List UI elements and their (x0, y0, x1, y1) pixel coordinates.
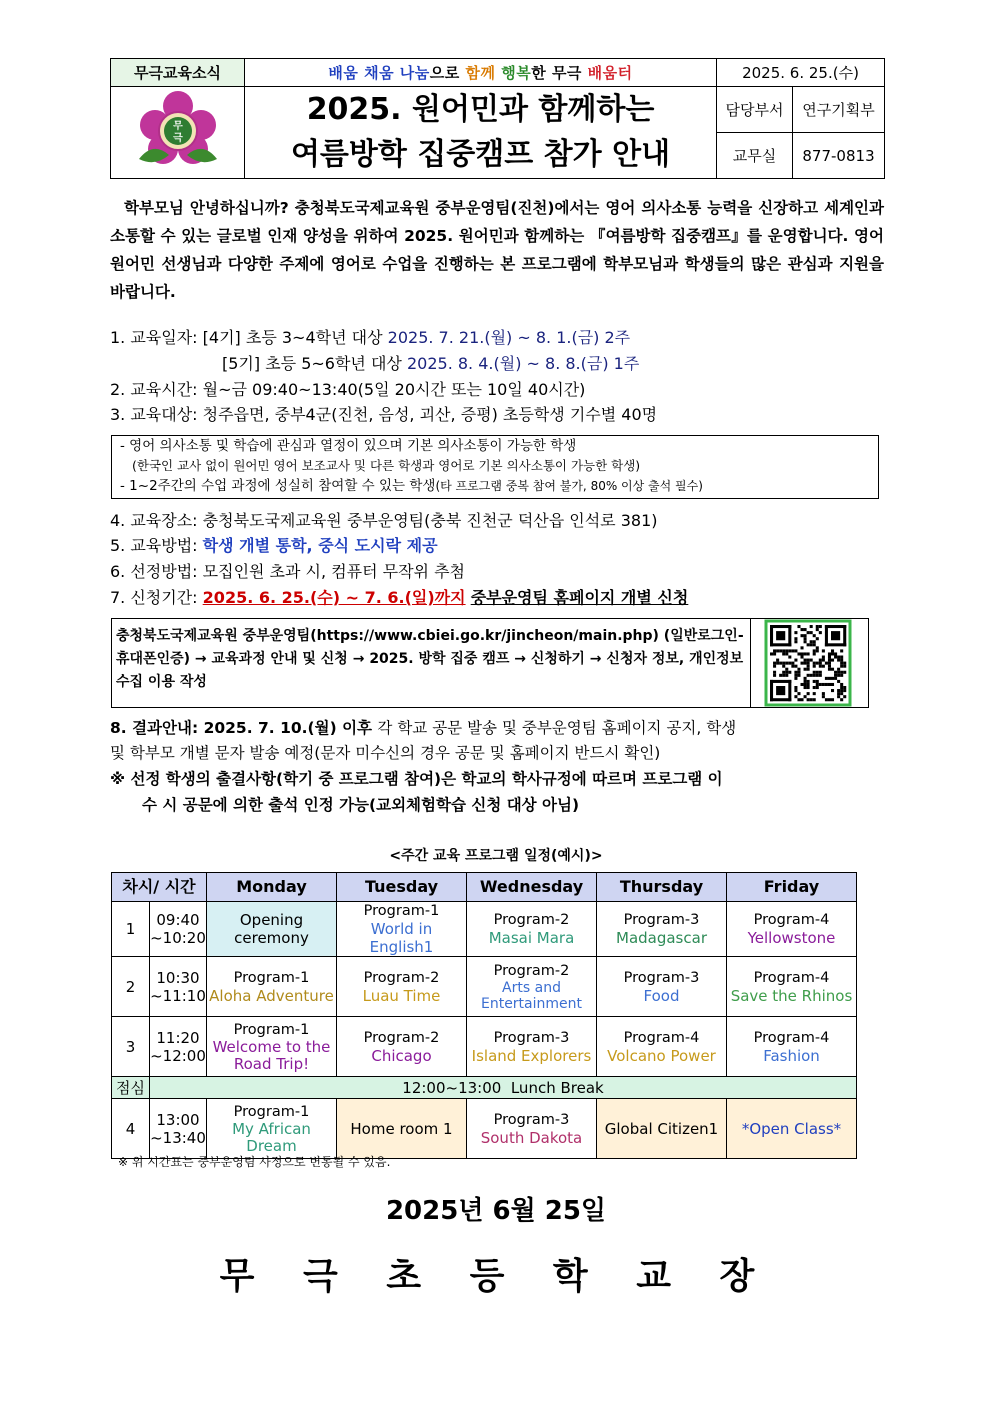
cell-wednesday: Program-2 Arts and Entertainment (467, 957, 597, 1017)
svg-text:극: 극 (172, 132, 183, 144)
schedule-footnote: ※ 위 시간표는 중부운영팀 사정으로 변동될 수 있음. (118, 1155, 391, 1169)
note-line-2: 수 시 공문에 의한 출석 인정 가능(교외체험학습 신청 대상 아님) (142, 796, 580, 814)
period-number: 3 (112, 1017, 150, 1077)
eligibility-line-2: (한국인 교사 없이 원어민 영어 보조교사 및 다른 학생과 영어로 기본 의사소통이 가능한 학생) (132, 458, 641, 473)
period-time: 11:20 ~12:00 (150, 1017, 207, 1077)
period-number: 1 (112, 902, 150, 957)
item-8-line-1: 8. 결과안내: 2025. 7. 10.(월) 이후 각 학교 공문 발송 및 중부운영팀 홈페이지 공지, 학생 (110, 719, 737, 737)
cell-monday: Program-1 Welcome to the Road Trip! (207, 1017, 337, 1077)
issue-date: 2025. 6. 25.(수) (717, 59, 885, 87)
qr-code-icon (751, 619, 869, 707)
cell-wednesday: Program-3 Island Explorers (467, 1017, 597, 1077)
school-logo (111, 87, 245, 179)
schedule-header-row (112, 873, 857, 902)
period-time: 10:30 ~11:10 (150, 957, 207, 1017)
school-motto: 배움 채움 나눔으로 함께 행복한 무극 배움터 (245, 59, 717, 87)
header-thursday: Thursday (597, 873, 727, 902)
lunch-row (112, 1077, 857, 1099)
cell-thursday: Program-3 Food (597, 957, 727, 1017)
cell-thursday: Program-3 Madagascar (597, 902, 727, 957)
principal-signature: 무 극 초 등 학 교 장 (219, 1256, 773, 1297)
office-label: 교무실 (717, 133, 793, 179)
item-8-line-2: 및 학부모 개별 문자 발송 예정(문자 미수신의 경우 공문 및 홈페이지 반드시 확인) (110, 744, 661, 762)
schedule-table (111, 872, 857, 1159)
cell-monday: Program-1 My African Dream (207, 1099, 337, 1159)
cell-tuesday: Program-2 Chicago (337, 1017, 467, 1077)
intro-paragraph: 학부모님 안녕하십니까? 충청북도국제교육원 중부운영팀(진천)에서는 영어 의사소통 능력을 신장하고 세계인과 소통할 수 있는 글로벌 인재 양성을 위하여 2025. 원어민과 함께하는 『여름방학 집중캠프』를 운영합니다. 영어 원어민 선생님과 다양한 주제에 영어로 수업을 진행하는 본 프로그램에 학부모님과 학생들의 많은 관심과 지원을 바랍니다. (110, 199, 884, 301)
qr-code[interactable] (750, 619, 869, 707)
table-row (112, 1017, 857, 1077)
header-tuesday: Tuesday (337, 873, 467, 902)
header-wednesday: Wednesday (467, 873, 597, 902)
item-4: 4. 교육장소: 충청북도국제교육원 중부운영팀(충북 진천군 덕산읍 인석로 381) (110, 511, 658, 530)
svg-text:무: 무 (172, 120, 183, 132)
cell-monday: Opening ceremony (207, 902, 337, 957)
lunch-label: 점심 (112, 1077, 150, 1099)
cell-wednesday: Program-2 Masai Mara (467, 902, 597, 957)
period-time: 13:00 ~13:40 (150, 1099, 207, 1159)
application-steps: 충청북도국제교육원 중부운영팀(https://www.cbiei.go.kr/jincheon/main.php) (일반로그인-휴대폰인증) → 교육과정 안내 및 신청 → 2025. 방학 집중 캠프 → 신청하기 → 신청자 정보, 개인정보 수집 이용 작성 (116, 628, 744, 690)
application-box (111, 618, 869, 708)
item-6: 6. 선정방법: 모집인원 초과 시, 컴퓨터 무작위 추첨 (110, 562, 466, 581)
cell-friday: *Open Class* (727, 1099, 857, 1159)
header-monday: Monday (207, 873, 337, 902)
lunch-text: 12:00~13:00 Lunch Break (150, 1077, 857, 1099)
newsletter-label: 무극교육소식 (111, 59, 245, 87)
cell-monday: Program-1 Aloha Adventure (207, 957, 337, 1017)
cell-friday: Program-4 Yellowstone (727, 902, 857, 957)
table-row (112, 1099, 857, 1159)
eligibility-box (111, 435, 879, 499)
period-number: 2 (112, 957, 150, 1017)
item-1: 1. 교육일자: [4기] 초등 3~4학년 대상 2025. 7. 21.(월) ~ 8. 1.(금) 2주 (110, 328, 631, 347)
cell-tuesday: Home room 1 (337, 1099, 467, 1159)
cell-wednesday: Program-3 South Dakota (467, 1099, 597, 1159)
item-1b: [5기] 초등 5~6학년 대상 2025. 8. 4.(월) ~ 8. 8.(금) 1주 (222, 354, 640, 373)
item-5: 5. 교육방법: 학생 개별 통학, 중식 도시락 제공 (110, 536, 438, 555)
cell-tuesday: Program-1 World in English1 (337, 902, 467, 957)
note-line-1: ※ 선정 학생의 출결사항(학기 중 프로그램 참여)은 학교의 학사규정에 따르며 프로그램 이 (110, 770, 723, 788)
cell-friday: Program-4 Save the Rhinos (727, 957, 857, 1017)
table-row (112, 957, 857, 1017)
cell-thursday: Global Citizen1 (597, 1099, 727, 1159)
item-2: 2. 교육시간: 월~금 09:40~13:40(5일 20시간 또는 10일 40시간) (110, 380, 586, 399)
cell-tuesday: Program-2 Luau Time (337, 957, 467, 1017)
period-time: 09:40 ~10:20 (150, 902, 207, 957)
schedule-caption: <주간 교육 프로그램 일정(예시)> (389, 848, 603, 864)
period-number: 4 (112, 1099, 150, 1159)
header-table (110, 58, 885, 179)
item-3: 3. 교육대상: 청주읍면, 중부4군(진천, 음성, 괴산, 증평) 초등학생 기수별 40명 (110, 405, 658, 424)
title-line-2: 여름방학 집중캠프 참가 안내 (245, 133, 717, 179)
eligibility-line-1: - 영어 의사소통 및 학습에 관심과 열정이 있으며 기본 의사소통이 가능한 학생 (120, 438, 577, 454)
item-7: 7. 신청기간: 2025. 6. 25.(수) ~ 7. 6.(일)까지 중부운영팀 홈페이지 개별 신청 (110, 588, 689, 607)
footer-date: 2025년 6월 25일 (385, 1196, 607, 1226)
office-phone: 877-0813 (793, 133, 885, 179)
cell-friday: Program-4 Fashion (727, 1017, 857, 1077)
header-friday: Friday (727, 873, 857, 902)
title-line-1: 2025. 원어민과 함께하는 (245, 87, 717, 133)
dept-label: 담당부서 (717, 87, 793, 133)
dept-value: 연구기획부 (793, 87, 885, 133)
eligibility-line-3: - 1~2주간의 수업 과정에 성실히 참여할 수 있는 학생(타 프로그램 중복 참여 불가, 80% 이상 출석 필수) (120, 478, 703, 494)
table-row (112, 902, 857, 957)
header-period: 차시/ 시간 (112, 873, 207, 902)
cell-thursday: Program-4 Volcano Power (597, 1017, 727, 1077)
school-emblem-icon (133, 89, 223, 173)
